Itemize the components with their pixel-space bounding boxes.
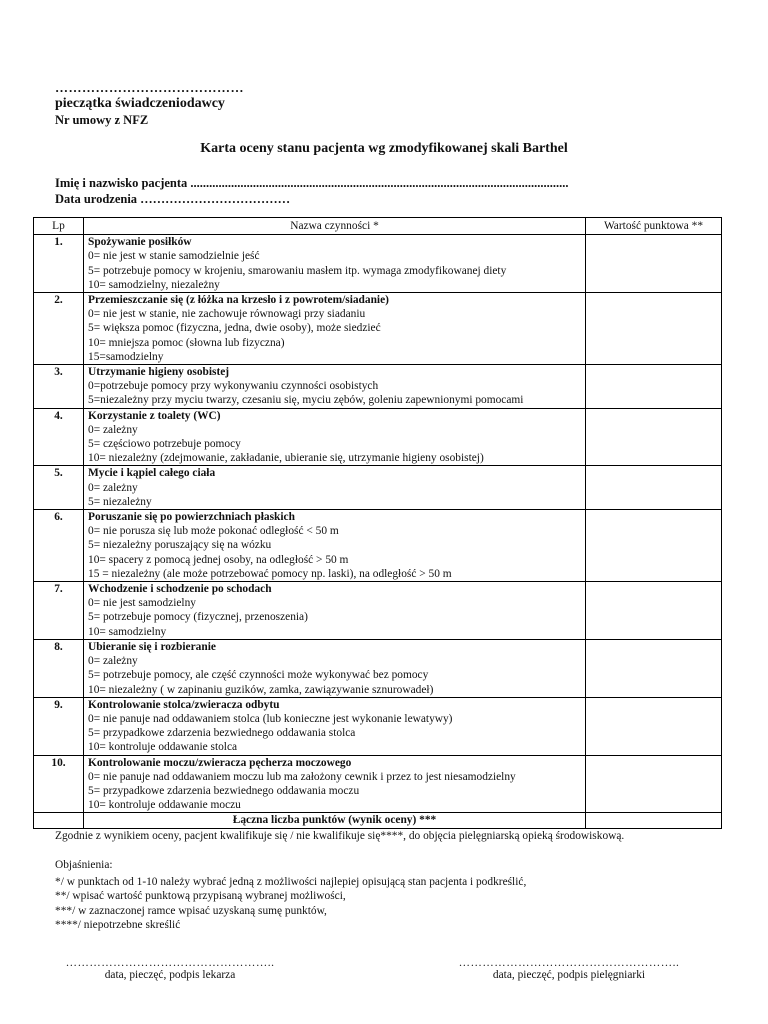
activity-title: Poruszanie się po powierzchniach płaskich (88, 511, 295, 524)
row-number: 3. (34, 365, 84, 409)
score-option[interactable]: 5= większa pomoc (fizyczna, jedna, dwie osoby), może siedzieć (88, 322, 381, 335)
activity-cell (84, 408, 586, 466)
activity-title: Ubieranie się i rozbieranie (88, 640, 216, 653)
score-option[interactable]: 10= niezależny (zdejmowanie, zakładanie, ubieranie się, utrzymanie higieny osobistej) (88, 452, 484, 465)
activity-title: Utrzymanie higieny osobistej (88, 366, 230, 379)
activity-title: Korzystanie z toalety (WC) (88, 409, 221, 422)
stamp-label: pieczątka świadczeniodawcy (55, 96, 225, 111)
total-row-spacer (34, 813, 84, 828)
score-option[interactable]: 5= przypadkowe zdarzenia bezwiednego oddawania stolca (88, 727, 356, 740)
score-option[interactable]: 0= nie panuje nad oddawaniem stolca (lub konieczne jest wykonanie lewatywy) (88, 712, 453, 725)
explanation-line: */ w punktach od 1-10 należy wybrać jedną z możliwości najlepiej opisującą stan pacjenta i podkreślić, (55, 875, 527, 888)
explanation-line: **/ wpisać wartość punktową przypisaną wybranej możliwości, (55, 890, 346, 903)
score-option[interactable]: 5=niezależny przy myciu twarzy, czesaniu się, myciu zębów, goleniu zapewnionymi pomocami (88, 394, 524, 407)
total-score-cell[interactable] (586, 813, 722, 828)
activity-cell (84, 235, 586, 293)
activity-title: Spożywanie posiłków (88, 236, 192, 249)
activity-title: Wchodzenie i schodzenie po schodach (88, 583, 272, 596)
contract-number-label: Nr umowy z NFZ (55, 113, 149, 127)
total-label: Łączna liczba punktów (wynik oceny) *** (84, 813, 586, 828)
score-option[interactable]: 0= nie jest w stanie, nie zachowuje równowagi przy siadaniu (88, 308, 366, 321)
table-header-row (34, 218, 722, 235)
explanation-line: ****/ niepotrzebne skreślić (55, 919, 181, 932)
total-row (34, 813, 722, 828)
score-option[interactable]: 0= zależny (88, 655, 138, 668)
activity-cell (84, 639, 586, 697)
activity-cell (84, 510, 586, 582)
points-cell[interactable] (586, 293, 722, 365)
row-number: 7. (34, 582, 84, 640)
activity-cell (84, 582, 586, 640)
score-option[interactable]: 10= mniejsza pomoc (słowna lub fizyczna) (88, 336, 285, 349)
date-of-birth-field[interactable]: Data urodzenia ……………………………… (55, 192, 291, 206)
score-option[interactable]: 5= niezależny (88, 495, 152, 508)
table-row (34, 235, 722, 293)
table-row (34, 510, 722, 582)
activity-cell (84, 755, 586, 813)
points-cell[interactable] (586, 582, 722, 640)
column-header-activity: Nazwa czynności * (84, 218, 586, 235)
activity-cell (84, 365, 586, 409)
activity-cell (84, 466, 586, 510)
score-option[interactable]: 5= potrzebuje pomocy (fizycznej, przenoszenia) (88, 611, 308, 624)
score-option[interactable]: 0= nie jest samodzielny (88, 597, 196, 610)
score-option[interactable]: 5= niezależny poruszający się na wózku (88, 539, 272, 552)
score-option[interactable]: 10= samodzielny (88, 625, 167, 638)
score-option[interactable]: 10= niezależny ( w zapinaniu guzików, zamka, zawiązywanie sznurowadeł) (88, 683, 434, 696)
row-number: 9. (34, 697, 84, 755)
points-cell[interactable] (586, 466, 722, 510)
score-option[interactable]: 5= potrzebuje pomocy, ale część czynności może wykonywać bez pomocy (88, 669, 429, 682)
doctor-signature[interactable] (55, 957, 285, 981)
column-header-lp: Lp (34, 218, 84, 235)
row-number: 2. (34, 293, 84, 365)
score-option[interactable]: 15=samodzielny (88, 350, 164, 363)
table-row (34, 293, 722, 365)
activity-cell (84, 697, 586, 755)
table-row (34, 466, 722, 510)
points-cell[interactable] (586, 365, 722, 409)
score-option[interactable]: 10= kontroluje oddawanie stolca (88, 741, 238, 754)
score-option[interactable]: 0= nie panuje nad oddawaniem moczu lub ma założony cewnik i przez to jest niesamodzielny (88, 770, 516, 783)
score-option[interactable]: 10= kontroluje oddawanie moczu (88, 799, 241, 812)
nurse-signature-line: ……………………………………………….. (458, 957, 680, 969)
barthel-table (33, 217, 722, 829)
patient-name-field[interactable]: Imię i nazwisko pacjenta ......................................................................................................................... (55, 176, 569, 190)
activity-title: Kontrolowanie stolca/zwieracza odbytu (88, 698, 280, 711)
nurse-signature[interactable] (434, 957, 704, 981)
table-row (34, 365, 722, 409)
score-option[interactable]: 15 = niezależny (ale może potrzebować pomocy np. laski), na odległość > 50 m (88, 567, 452, 580)
explanations-heading: Objaśnienia: (55, 859, 113, 871)
score-option[interactable]: 5= częściowo potrzebuje pomocy (88, 438, 241, 451)
score-option[interactable]: 5= potrzebuje pomocy w krojeniu, smarowaniu masłem itp. wymaga zmodyfikowanej diety (88, 264, 507, 277)
score-option[interactable]: 0= zależny (88, 481, 138, 494)
explanations-block (55, 858, 526, 933)
activity-title: Mycie i kąpiel całego ciała (88, 467, 216, 480)
table-row (34, 582, 722, 640)
table-row (34, 755, 722, 813)
nurse-signature-label: data, pieczęć, podpis pielęgniarki (492, 969, 646, 981)
explanation-line: ***/ w zaznaczonej ramce wpisać uzyskaną sumę punktów, (55, 904, 327, 917)
activity-cell (84, 293, 586, 365)
column-header-points: Wartość punktowa ** (586, 218, 722, 235)
score-option[interactable]: 5= przypadkowe zdarzenia bezwiednego oddawania moczu (88, 784, 360, 797)
table-row (34, 697, 722, 755)
score-option[interactable]: 0=potrzebuje pomocy przy wykonywaniu czynności osobistych (88, 380, 379, 393)
row-number: 4. (34, 408, 84, 466)
points-cell[interactable] (586, 408, 722, 466)
row-number: 5. (34, 466, 84, 510)
row-number: 1. (34, 235, 84, 293)
row-number: 10. (34, 755, 84, 813)
doctor-signature-label: data, pieczęć, podpis lekarza (104, 969, 236, 981)
activity-title: Kontrolowanie moczu/zwieracza pęcherza moczowego (88, 756, 352, 769)
stamp-line: …………………………………… (55, 80, 244, 95)
table-row (34, 639, 722, 697)
points-cell[interactable] (586, 755, 722, 813)
page-title: Karta oceny stanu pacjenta wg zmodyfikowanej skali Barthel (200, 141, 568, 156)
score-option[interactable]: 0= nie porusza się lub może pokonać odległość < 50 m (88, 525, 339, 538)
points-cell[interactable] (586, 639, 722, 697)
doctor-signature-line: …………………………………………….. (65, 957, 275, 969)
points-cell[interactable] (586, 510, 722, 582)
score-option[interactable]: 0= nie jest w stanie samodzielnie jeść (88, 250, 260, 263)
points-cell[interactable] (586, 697, 722, 755)
points-cell[interactable] (586, 235, 722, 293)
score-option[interactable]: 10= samodzielny, niezależny (88, 278, 220, 291)
score-option[interactable]: 10= spacery z pomocą jednej osoby, na odległość > 50 m (88, 553, 349, 566)
qualification-statement: Zgodnie z wynikiem oceny, pacjent kwalifikuje się / nie kwalifikuje się****, do objęcia pielęgniarską opieką środowiskową. (55, 830, 625, 842)
table-row (34, 408, 722, 466)
activity-title: Przemieszczanie się (z łóżka na krzesło i z powrotem/siadanie) (88, 294, 389, 307)
row-number: 6. (34, 510, 84, 582)
table-body (34, 235, 722, 813)
score-option[interactable]: 0= zależny (88, 423, 138, 436)
row-number: 8. (34, 639, 84, 697)
